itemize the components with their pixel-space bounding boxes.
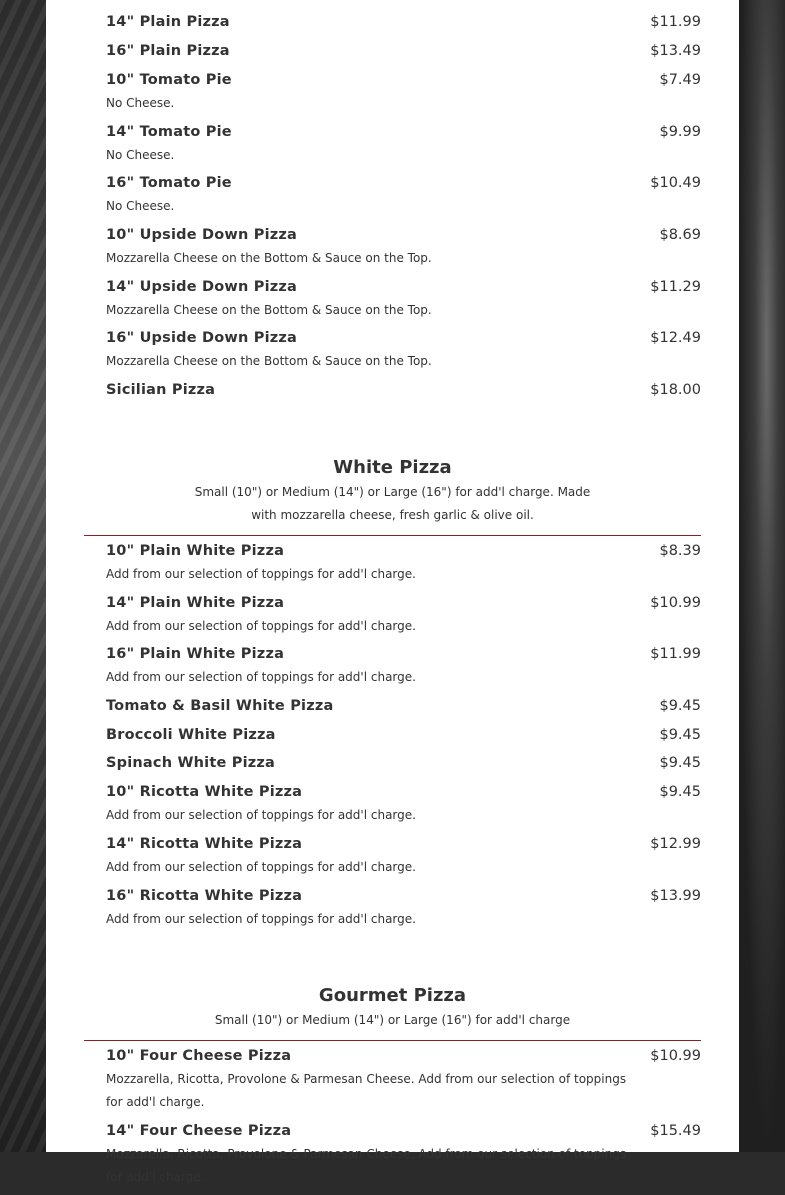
item-description: Add from our selection of toppings for add'l charge. xyxy=(106,619,416,633)
item-name: Broccoli White Pizza xyxy=(106,727,276,743)
menu-item[interactable] xyxy=(106,172,701,224)
menu-item[interactable] xyxy=(106,752,701,781)
menu-item[interactable] xyxy=(106,1120,701,1195)
item-price: $13.99 xyxy=(650,888,701,904)
item-name: 16" Plain Pizza xyxy=(106,43,230,59)
item-price: $11.29 xyxy=(650,279,701,295)
item-price: $10.99 xyxy=(650,1048,701,1064)
menu-item[interactable] xyxy=(106,121,701,172)
item-name: 16" Plain White Pizza xyxy=(106,646,285,662)
section-header-gourmet-pizza xyxy=(84,983,701,1032)
item-description: Mozzarella, Ricotta, Provolone & Parmesan Cheese. Add from our selection of toppings for add'l charge. xyxy=(106,1072,627,1109)
item-price: $10.99 xyxy=(650,595,701,611)
item-description: Mozzarella Cheese on the Bottom & Sauce on the Top. xyxy=(106,303,432,317)
menu-section-pizza xyxy=(106,11,701,408)
item-description: Add from our selection of toppings for add'l charge. xyxy=(106,567,416,581)
item-price: $12.49 xyxy=(650,330,701,346)
section-header-white-pizza xyxy=(84,455,701,527)
item-price: $7.49 xyxy=(659,72,701,88)
item-price: $9.45 xyxy=(659,698,701,714)
item-name: 14" Tomato Pie xyxy=(106,124,232,140)
background-photo-right xyxy=(739,0,785,1152)
item-name: 10" Tomato Pie xyxy=(106,72,232,88)
item-price: $8.39 xyxy=(659,543,701,559)
menu-item[interactable] xyxy=(106,327,701,379)
item-name: 10" Upside Down Pizza xyxy=(106,227,298,243)
menu-item[interactable] xyxy=(106,224,701,276)
menu-item[interactable] xyxy=(106,643,701,695)
item-name: Spinach White Pizza xyxy=(106,755,276,771)
item-price: $15.49 xyxy=(650,1123,701,1139)
item-name: Sicilian Pizza xyxy=(106,382,216,398)
section-title: Gourmet Pizza xyxy=(318,985,467,1006)
item-price: $12.99 xyxy=(650,836,701,852)
menu-item[interactable] xyxy=(106,1045,701,1120)
item-price: $13.49 xyxy=(650,43,701,59)
menu-item[interactable] xyxy=(106,833,701,885)
section-divider xyxy=(84,1040,701,1041)
item-name: 10" Four Cheese Pizza xyxy=(106,1048,292,1064)
menu-item[interactable] xyxy=(106,695,701,724)
item-description: No Cheese. xyxy=(106,199,175,213)
item-description: Add from our selection of toppings for add'l charge. xyxy=(106,808,416,822)
item-name: 10" Plain White Pizza xyxy=(106,543,285,559)
menu-item[interactable] xyxy=(106,885,701,937)
menu-item[interactable] xyxy=(106,276,701,327)
item-price: $9.45 xyxy=(659,755,701,771)
item-description: No Cheese. xyxy=(106,96,175,110)
item-description: Add from our selection of toppings for add'l charge. xyxy=(106,670,416,684)
item-description: Mozzarella, Ricotta, Provolone & Parmesan Cheese. Add from our selection of toppings for add'l charge. xyxy=(106,1147,627,1184)
menu-item[interactable] xyxy=(106,69,701,121)
item-name: 16" Tomato Pie xyxy=(106,175,232,191)
item-price: $11.99 xyxy=(650,14,701,30)
item-name: 16" Upside Down Pizza xyxy=(106,330,298,346)
item-price: $18.00 xyxy=(650,382,701,398)
menu-item[interactable] xyxy=(106,592,701,643)
menu-item[interactable] xyxy=(106,379,701,408)
item-name: 14" Plain Pizza xyxy=(106,14,230,30)
menu-section-white-pizza xyxy=(106,540,701,937)
section-subtitle: Small (10") or Medium (14") or Large (16") for add'l charge xyxy=(214,1013,571,1027)
menu-item[interactable] xyxy=(106,724,701,752)
menu-item[interactable] xyxy=(106,40,701,69)
menu-paper xyxy=(46,0,739,1184)
menu-item[interactable] xyxy=(106,781,701,833)
item-name: 14" Upside Down Pizza xyxy=(106,279,298,295)
item-price: $11.99 xyxy=(650,646,701,662)
item-name: 14" Plain White Pizza xyxy=(106,595,285,611)
item-name: 16" Ricotta White Pizza xyxy=(106,888,303,904)
menu-item[interactable] xyxy=(106,11,701,40)
item-price: $10.49 xyxy=(650,175,701,191)
item-price: $8.69 xyxy=(659,227,701,243)
item-name: 10" Ricotta White Pizza xyxy=(106,784,303,800)
item-price: $9.99 xyxy=(659,124,701,140)
item-description: Add from our selection of toppings for add'l charge. xyxy=(106,912,416,926)
section-title: White Pizza xyxy=(333,457,452,478)
item-name: 14" Four Cheese Pizza xyxy=(106,1123,292,1139)
menu-item[interactable] xyxy=(106,540,701,592)
item-price: $9.45 xyxy=(659,727,701,743)
item-price: $9.45 xyxy=(659,784,701,800)
menu-section-gourmet-pizza xyxy=(106,1045,701,1195)
section-subtitle: Small (10") or Medium (14") or Large (16") for add'l charge. Made with mozzarella cheese, fresh garlic & olive oil. xyxy=(194,485,591,522)
background-photo-left xyxy=(0,0,46,1152)
section-divider xyxy=(84,535,701,536)
item-description: Mozzarella Cheese on the Bottom & Sauce on the Top. xyxy=(106,251,432,265)
item-description: Add from our selection of toppings for add'l charge. xyxy=(106,860,416,874)
item-name: Tomato & Basil White Pizza xyxy=(106,698,334,714)
item-description: Mozzarella Cheese on the Bottom & Sauce on the Top. xyxy=(106,354,432,368)
item-description: No Cheese. xyxy=(106,148,175,162)
item-name: 14" Ricotta White Pizza xyxy=(106,836,303,852)
